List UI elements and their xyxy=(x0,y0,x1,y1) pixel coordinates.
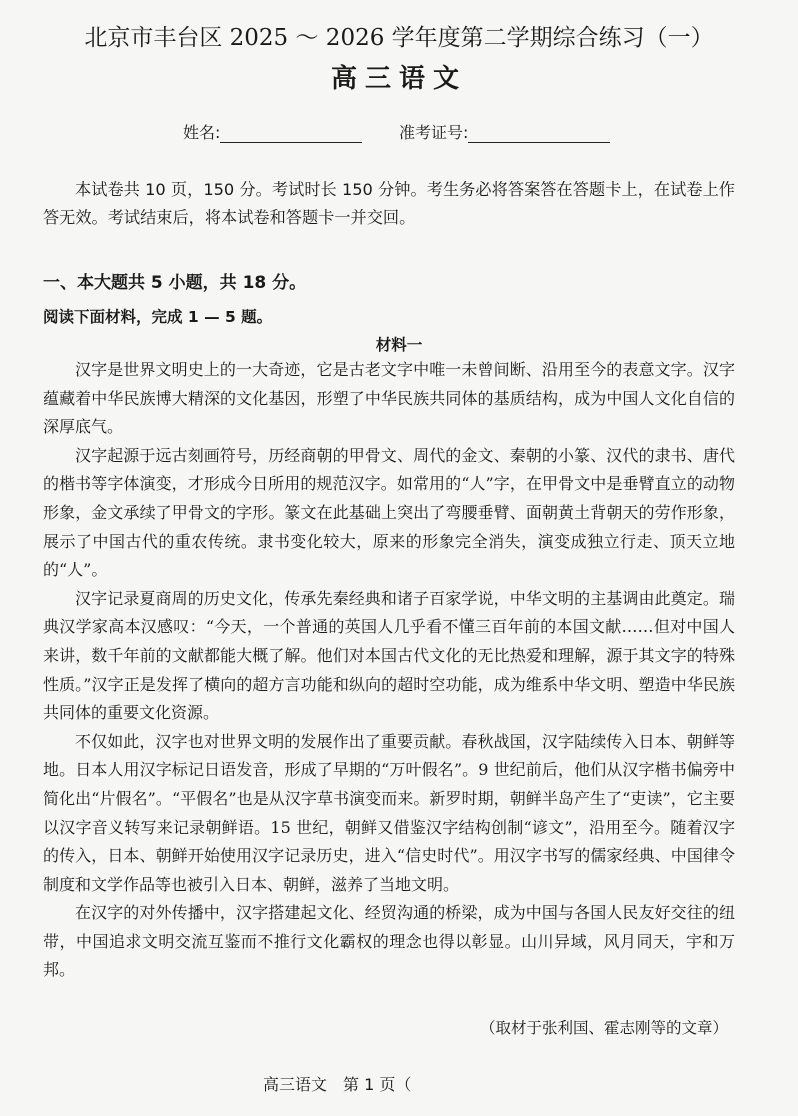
exam-title: 北京市丰台区 2025 ～ 2026 学年度第二学期综合练习（一） xyxy=(84,25,714,51)
exam-id-blank-line[interactable] xyxy=(468,126,610,143)
footer-cropped-edge xyxy=(414,1066,474,1100)
exam-instructions: 本试卷共 10 页，150 分。考试时长 150 分钟。考生务必将答案答在答题卡上，在试卷上作答无效。考试结束后，将本试卷和答题卡一并交回。 xyxy=(43,180,735,227)
subject-title: 高三语文 xyxy=(330,64,467,94)
exam-id-field xyxy=(399,120,610,143)
material-heading: 材料一 xyxy=(375,336,423,354)
article-paragraph: 不仅如此，汉字也对世界文明的发展作出了重要贡献。春秋战国，汉字陆续传入日本、朝鲜等地。日本人用汉字标记日语发音，形成了早期的“万叶假名”。9 世纪前后，他们从汉字楷书偏旁中简化出“片假名”。“平假名”也是从汉字草书演变而来。新罗时期，朝鲜半岛产生了“吏读”，它主要以汉字音义转写来记录朝鲜语。15 世纪，朝鲜又借鉴汉字结构创制“谚文”，沿用至今。随着汉字的传入，日本、朝鲜开始使用汉字记录历史，进入“信史时代”。用汉字书写的儒家经典、中国律令制度和文学作品等也被引入日本、朝鲜，滋养了当地文明。 xyxy=(43,731,735,894)
page-footer: 高三语文 第 1 页（ xyxy=(263,1075,412,1094)
article-paragraph: 汉字是世界文明史上的一大奇迹，它是古老文字中唯一未曾间断、沿用至今的表意文字。汉字蕴藏着中华民族博大精深的文化基因，形塑了中华民族共同体的基质结构，成为中国人文化自信的深厚底气。 xyxy=(43,360,735,437)
name-field xyxy=(183,120,362,143)
article-paragraph: 汉字起源于远古刻画符号，历经商朝的甲骨文、周代的金文、秦朝的小篆、汉代的隶书、唐代的楷书等字体演变，才形成今日所用的规范汉字。如常用的“人”字，在甲骨文中是垂臂直立的动物形象，金文承续了甲骨文的字形。篆文在此基础上突出了弯腰垂臂、面朝黄土背朝天的劳作形象，展示了中国古代的重农传统。隶书变化较大，原来的形象完全消失，演变成独立行走、顶天立地的“人”。 xyxy=(43,445,735,580)
section-heading: 一、本大题共 5 小题，共 18 分。 xyxy=(43,273,307,293)
reading-instruction: 阅读下面材料，完成 1 — 5 题。 xyxy=(43,308,273,326)
source-citation: （取材于张利国、霍志刚等的文章） xyxy=(479,1019,728,1037)
article-paragraph: 在汉字的对外传播中，汉字搭建起文化、经贸沟通的桥梁，成为中国与各国人民友好交往的纽带，中国追求文明交流互鉴而不推行文化霸权的理念也得以彰显。山川异域，风月同天，宇和万邦。 xyxy=(43,903,735,980)
material-article xyxy=(43,356,735,985)
exam-id-label: 准考证号: xyxy=(399,123,469,142)
article-paragraph: 汉字记录夏商周的历史文化，传承先秦经典和诸子百家学说，中华文明的主基调由此奠定。瑞典汉学家高本汉感叹：“今天，一个普通的英国人几乎看不懂三百年前的本国文献……但对中国人来讲，数千年前的文献都能大概了解。他们对本国古代文化的无比热爱和理解，源于其文字的特殊性质。”汉字正是发挥了横向的超方言功能和纵向的超时空功能，成为维系中华文明、塑造中华民族共同体的重要文化资源。 xyxy=(43,588,735,723)
name-label: 姓名: xyxy=(183,123,221,142)
name-blank-line[interactable] xyxy=(220,126,362,143)
